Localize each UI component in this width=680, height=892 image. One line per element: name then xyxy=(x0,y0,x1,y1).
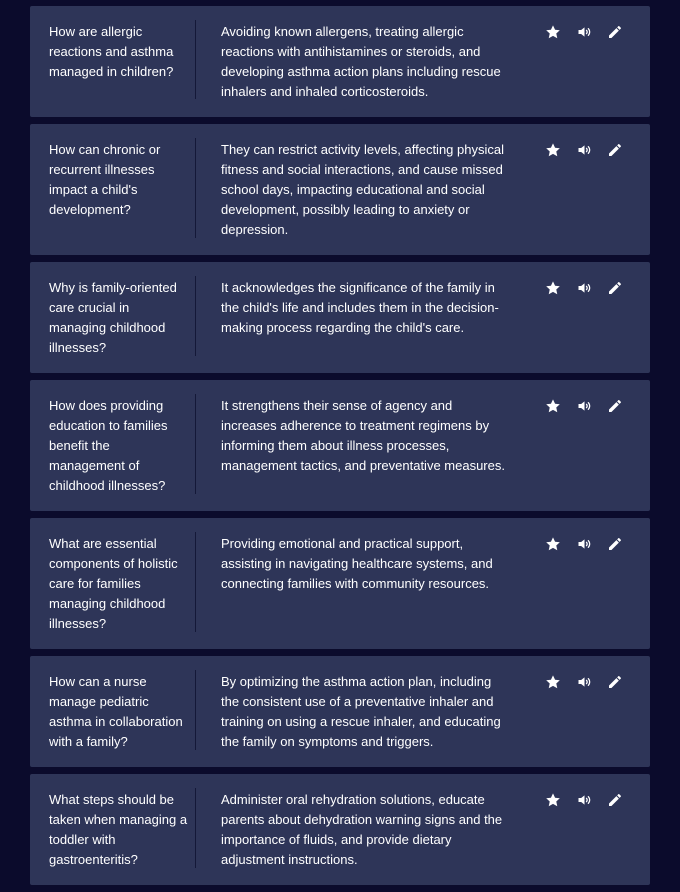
card-divider xyxy=(195,20,196,99)
flashcard xyxy=(30,380,650,511)
flashcard xyxy=(30,124,650,255)
star-button[interactable] xyxy=(544,397,562,415)
edit-button[interactable] xyxy=(606,23,624,41)
star-button[interactable] xyxy=(544,279,562,297)
star-icon xyxy=(545,398,561,414)
card-definition: By optimizing the asthma action plan, including the consistent use of a preventative inhaler and training on using a rescue inhaler, and educating the family on symptoms and triggers. xyxy=(221,674,501,749)
star-button[interactable] xyxy=(544,141,562,159)
edit-button[interactable] xyxy=(606,791,624,809)
card-actions xyxy=(544,396,637,416)
edit-button[interactable] xyxy=(606,535,624,553)
edit-button[interactable] xyxy=(606,673,624,691)
card-definition: Avoiding known allergens, treating allergic reactions with antihistamines or steroids, and developing asthma action plans including rescue inhalers and inhaled corticosteroids. xyxy=(221,24,501,99)
speaker-icon xyxy=(576,398,593,414)
edit-button[interactable] xyxy=(606,141,624,159)
audio-button[interactable] xyxy=(575,673,593,691)
speaker-icon xyxy=(576,536,593,552)
card-divider xyxy=(195,394,196,494)
card-term: How can a nurse manage pediatric asthma in collaboration with a family? xyxy=(49,674,183,749)
audio-button[interactable] xyxy=(575,279,593,297)
flashcard xyxy=(30,262,650,373)
pencil-icon xyxy=(607,398,623,414)
speaker-icon xyxy=(576,142,593,158)
card-actions xyxy=(544,672,637,692)
card-actions xyxy=(544,22,637,42)
card-definition: Administer oral rehydration solutions, educate parents about dehydration warning signs and the importance of fluids, and provide dietary adjustment instructions. xyxy=(221,792,503,867)
flashcard xyxy=(30,774,650,885)
pencil-icon xyxy=(607,24,623,40)
star-icon xyxy=(545,280,561,296)
card-divider xyxy=(195,670,196,750)
card-definition: They can restrict activity levels, affecting physical fitness and social interactions, and cause missed school days, impacting educational and social development, possibly leading to anxiety or depression. xyxy=(221,142,504,237)
edit-button[interactable] xyxy=(606,397,624,415)
star-button[interactable] xyxy=(544,535,562,553)
star-icon xyxy=(545,536,561,552)
card-divider xyxy=(195,276,196,356)
speaker-icon xyxy=(576,674,593,690)
audio-button[interactable] xyxy=(575,23,593,41)
card-definition: It acknowledges the significance of the family in the child's life and includes them in the decision-making process regarding the child's care. xyxy=(221,280,499,335)
pencil-icon xyxy=(607,674,623,690)
star-icon xyxy=(545,792,561,808)
star-icon xyxy=(545,674,561,690)
card-actions xyxy=(544,140,637,160)
audio-button[interactable] xyxy=(575,791,593,809)
card-term: How does providing education to families benefit the management of childhood illnesses? xyxy=(49,398,168,493)
audio-button[interactable] xyxy=(575,535,593,553)
edit-button[interactable] xyxy=(606,279,624,297)
card-term: How can chronic or recurrent illnesses impact a child's development? xyxy=(49,142,161,217)
audio-button[interactable] xyxy=(575,141,593,159)
card-actions xyxy=(544,278,637,298)
flashcard xyxy=(30,656,650,767)
card-divider xyxy=(195,532,196,632)
audio-button[interactable] xyxy=(575,397,593,415)
speaker-icon xyxy=(576,792,593,808)
star-icon xyxy=(545,24,561,40)
flashcard xyxy=(30,518,650,649)
star-button[interactable] xyxy=(544,23,562,41)
pencil-icon xyxy=(607,536,623,552)
card-definition: Providing emotional and practical support, assisting in navigating healthcare systems, and connecting families with community resources. xyxy=(221,536,493,591)
card-term: What are essential components of holistic care for families managing childhood illnesses? xyxy=(49,536,178,631)
pencil-icon xyxy=(607,792,623,808)
card-definition: It strengthens their sense of agency and increases adherence to treatment regimens by informing them about illness processes, management tactics, and preventative measures. xyxy=(221,398,505,473)
card-term: What steps should be taken when managing a toddler with gastroenteritis? xyxy=(49,792,188,867)
card-divider xyxy=(195,138,196,238)
card-term: How are allergic reactions and asthma managed in children? xyxy=(49,24,174,79)
card-actions xyxy=(544,790,637,810)
pencil-icon xyxy=(607,142,623,158)
card-divider xyxy=(195,788,196,868)
star-button[interactable] xyxy=(544,791,562,809)
card-actions xyxy=(544,534,637,554)
card-term: Why is family-oriented care crucial in managing childhood illnesses? xyxy=(49,280,177,355)
star-button[interactable] xyxy=(544,673,562,691)
star-icon xyxy=(545,142,561,158)
speaker-icon xyxy=(576,280,593,296)
speaker-icon xyxy=(576,24,593,40)
flashcard xyxy=(30,6,650,117)
pencil-icon xyxy=(607,280,623,296)
